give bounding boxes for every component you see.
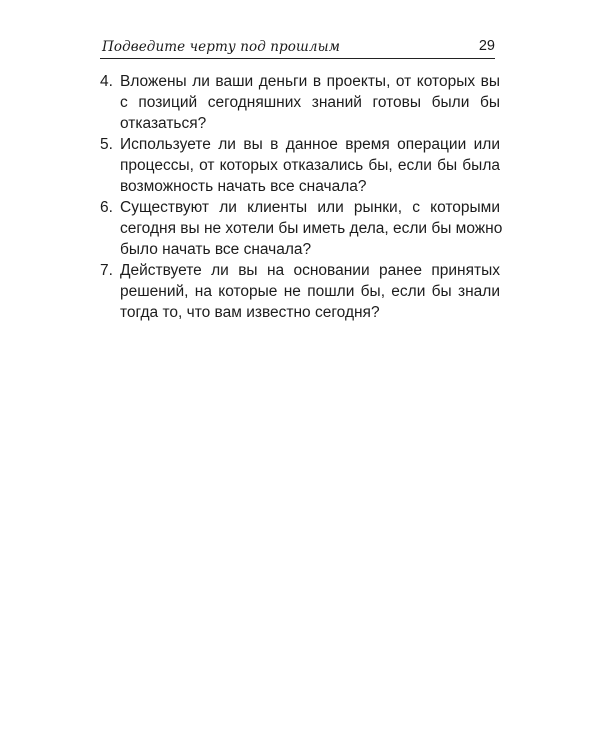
list-item-line: с позиций сегодняшних знаний готовы были бы xyxy=(120,94,500,111)
list-item xyxy=(100,134,500,197)
list-item-line: Вложены ли ваши деньги в проекты, от которых вы xyxy=(120,73,500,90)
list-item-number: 7. xyxy=(100,262,113,279)
list-item-number: 6. xyxy=(100,199,113,216)
list-item xyxy=(100,71,500,134)
list-item-line: было начать все сначала? xyxy=(120,241,312,258)
page-number: 29 xyxy=(478,38,495,54)
list-item-line: тогда то, что вам известно сегодня? xyxy=(120,304,380,321)
list-item-line: сегодня вы не хотели бы иметь дела, если бы можно xyxy=(120,220,503,237)
list-item-line: возможность начать все сначала? xyxy=(120,178,367,195)
list-item-number: 5. xyxy=(100,136,113,153)
list-item-line: решений, на которые не пошли бы, если бы знали xyxy=(120,283,500,300)
list-item-line: Существуют ли клиенты или рынки, с которыми xyxy=(120,199,500,216)
list-item xyxy=(100,197,503,260)
list-item-line: Действуете ли вы на основании ранее принятых xyxy=(120,262,500,279)
question-list xyxy=(100,71,503,323)
page-header xyxy=(100,36,495,59)
running-title: Подведите черту под прошлым xyxy=(102,39,340,55)
list-item-line: процессы, от которых отказались бы, если бы была xyxy=(120,157,500,174)
list-item-line: отказаться? xyxy=(120,115,207,132)
list-item-number: 4. xyxy=(100,73,113,90)
list-item xyxy=(100,260,500,323)
list-item-line: Используете ли вы в данное время операции или xyxy=(120,136,500,153)
